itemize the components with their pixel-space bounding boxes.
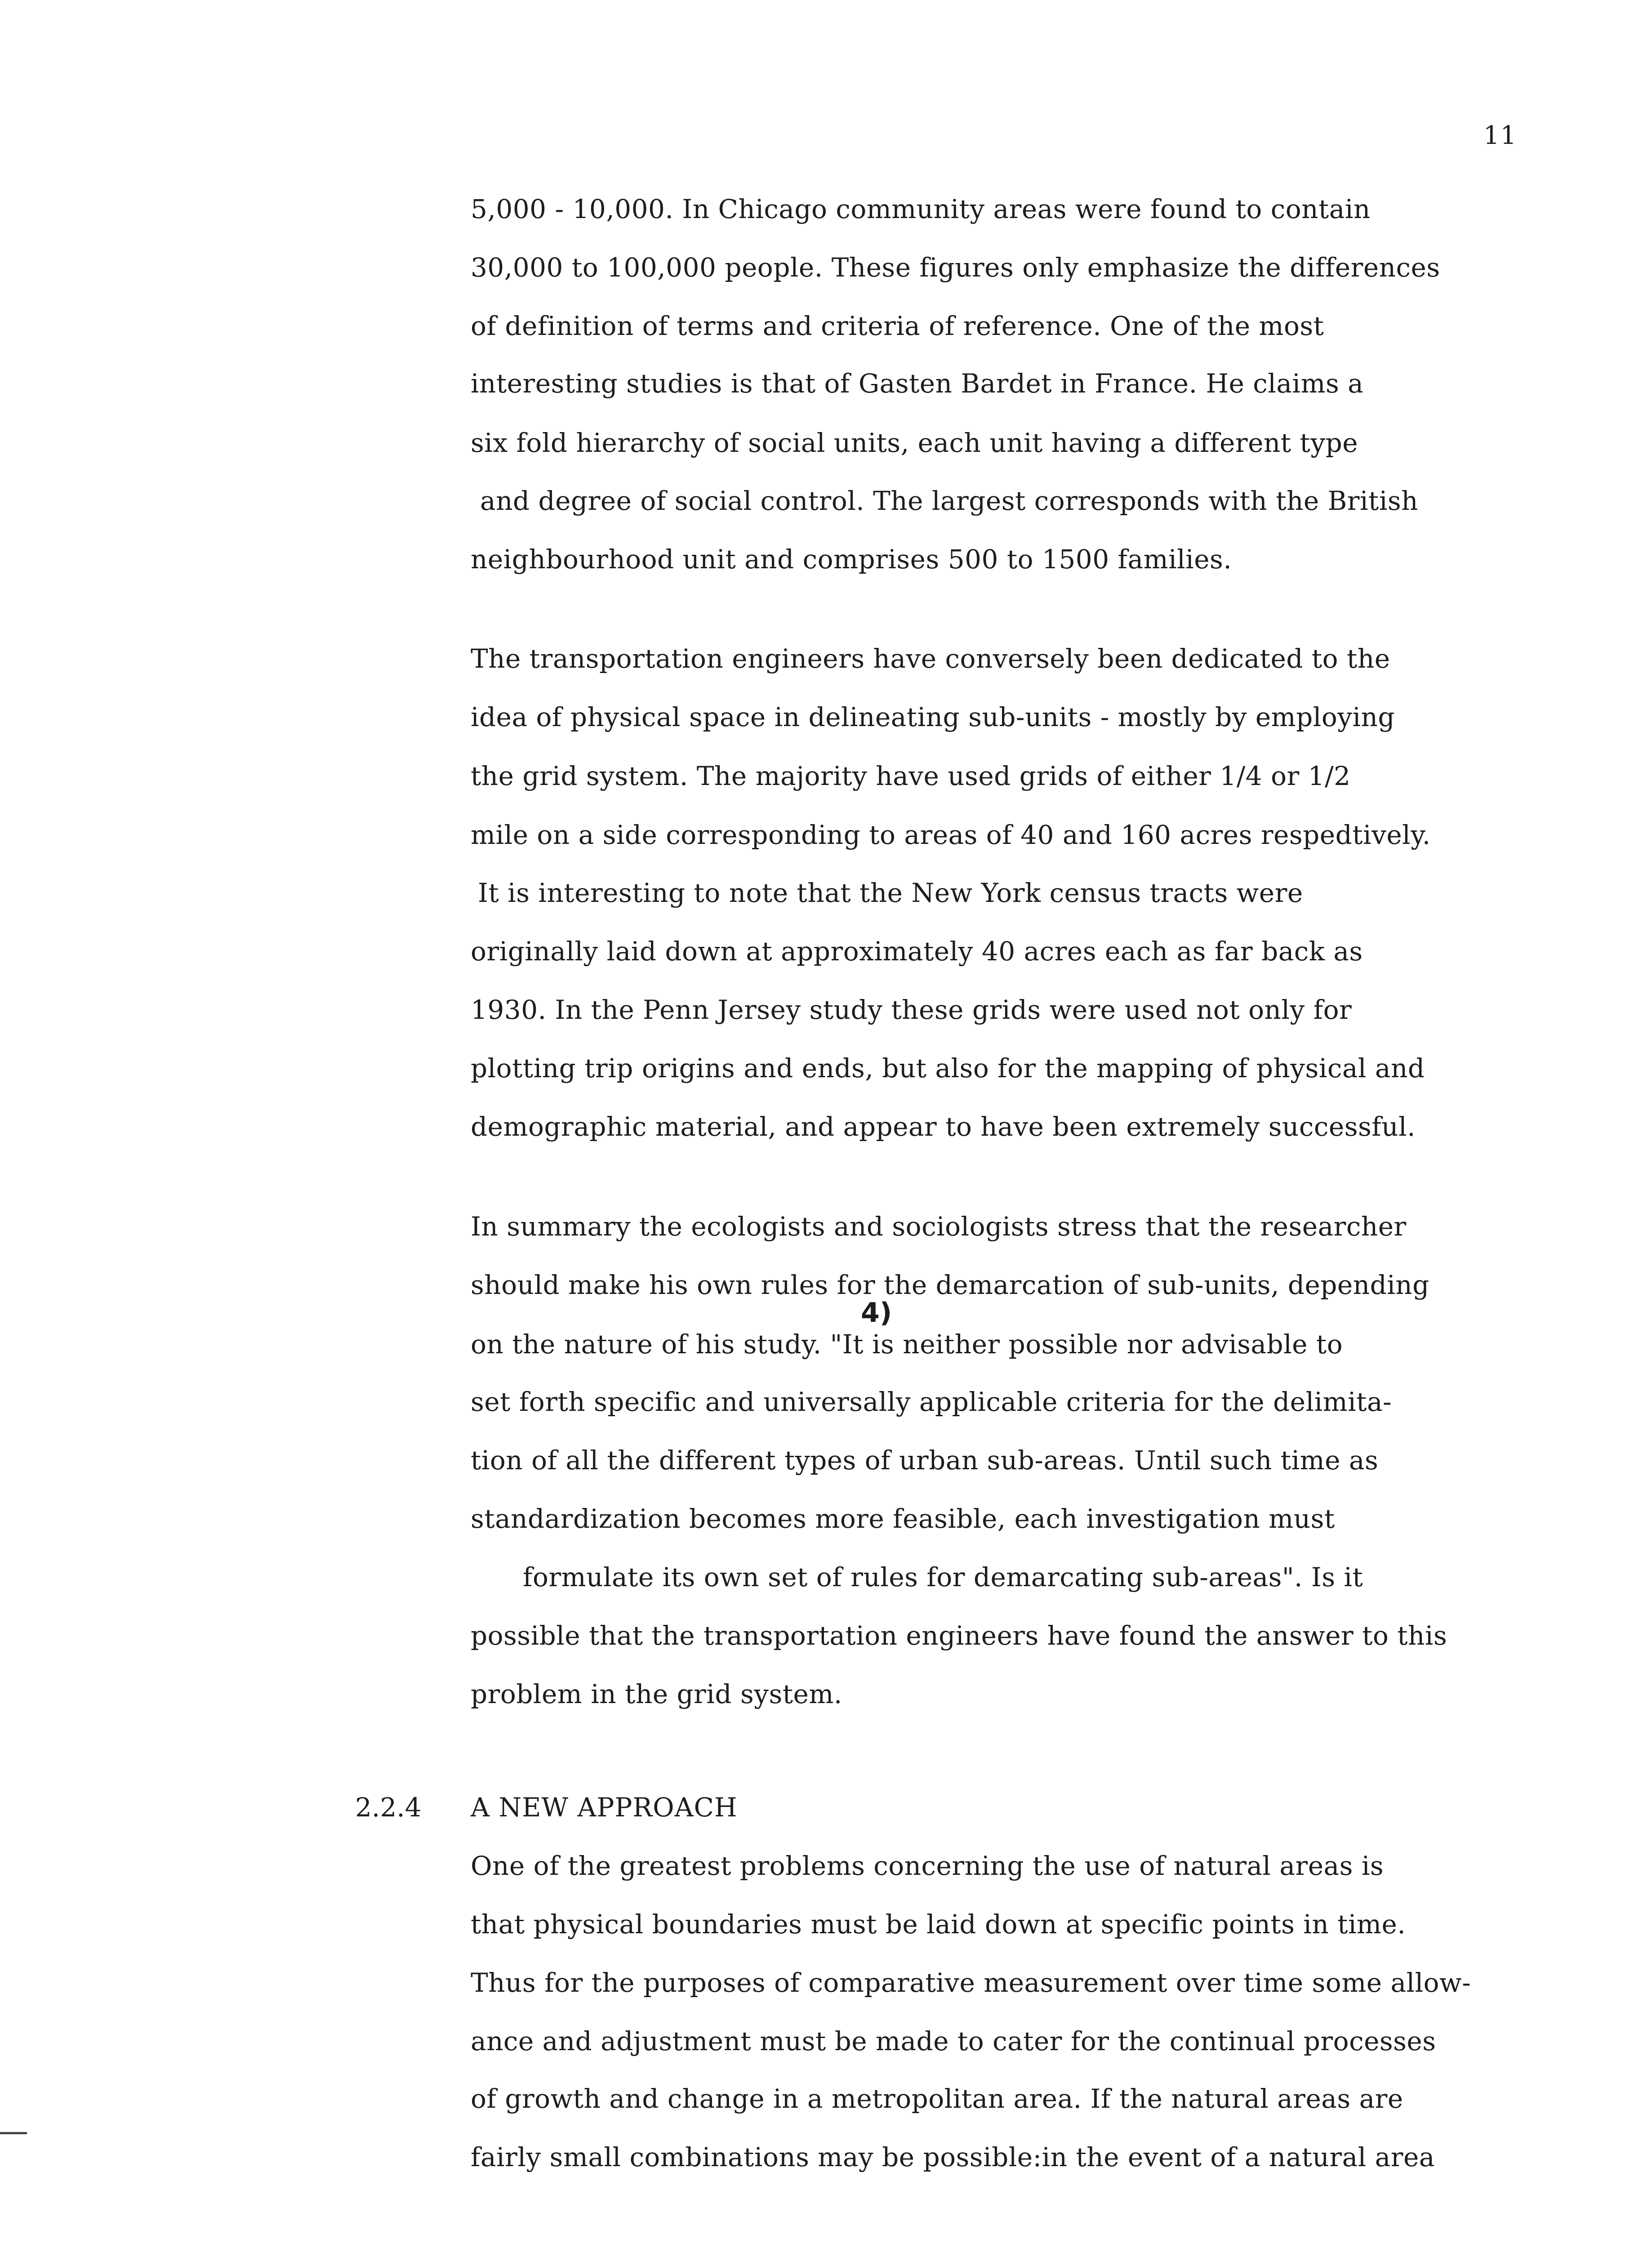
section-line-5: of growth and change in a metropolitan area. If the natural areas are bbox=[471, 2083, 1403, 2114]
section-line-3: Thus for the purposes of comparative measurement over time some allow- bbox=[471, 1967, 1471, 1998]
paragraph-1-line-1: 5,000 - 10,000. In Chicago community areas were found to contain bbox=[471, 194, 1371, 224]
margin-scan-mark bbox=[0, 2132, 27, 2134]
section-line-6: fairly small combinations may be possible:in the event of a natural area bbox=[471, 2142, 1435, 2172]
paragraph-3-line-1: In summary the ecologists and sociologists stress that the researcher bbox=[471, 1211, 1407, 1242]
paragraph-3-line-2: should make his own rules for the demarcation of sub-units, depending bbox=[471, 1270, 1429, 1300]
paragraph-1-line-7: neighbourhood unit and comprises 500 to 1500 families. bbox=[471, 544, 1232, 575]
paragraph-2-line-1: The transportation engineers have conversely been dedicated to the bbox=[471, 643, 1390, 674]
page-number: 11 bbox=[1483, 121, 1518, 150]
paragraph-1-line-4: interesting studies is that of Gasten Bardet in France. He claims a bbox=[471, 368, 1364, 399]
paragraph-1-line-6: and degree of social control. The largest corresponds with the British bbox=[480, 486, 1419, 516]
paragraph-1-line-5: six fold hierarchy of social units, each unit having a different type bbox=[471, 428, 1358, 458]
section-line-1: One of the greatest problems concerning the use of natural areas is bbox=[471, 1851, 1384, 1881]
paragraph-2-line-3: the grid system. The majority have used grids of either 1/4 or 1/2 bbox=[471, 761, 1351, 791]
paragraph-2-line-5: It is interesting to note that the New York census tracts were bbox=[478, 878, 1303, 908]
section-number: 2.2.4 bbox=[355, 1792, 422, 1823]
section-title: A NEW APPROACH bbox=[471, 1792, 738, 1823]
paragraph-1-line-3: of definition of terms and criteria of reference. One of the most bbox=[471, 311, 1324, 341]
paragraph-3-line-4: set forth specific and universally applicable criteria for the delimita- bbox=[471, 1387, 1392, 1417]
paragraph-3-line-7: formulate its own set of rules for demarcating sub-areas". Is it bbox=[523, 1562, 1363, 1592]
paragraph-3-line-9: problem in the grid system. bbox=[471, 1679, 842, 1709]
paragraph-1-line-2: 30,000 to 100,000 people. These figures only emphasize the differences bbox=[471, 252, 1440, 283]
paragraph-3-line-6: standardization becomes more feasible, each investigation must bbox=[471, 1503, 1335, 1534]
paragraph-3-line-3: on the nature of his study. "It is neither possible nor advisable to bbox=[471, 1329, 1343, 1360]
section-line-2: that physical boundaries must be laid down at specific points in time. bbox=[471, 1909, 1406, 1940]
paragraph-2-line-4: mile on a side corresponding to areas of 40 and 160 acres respedtively. bbox=[471, 820, 1431, 850]
paragraph-3-line-5: tion of all the different types of urban sub-areas. Until such time as bbox=[471, 1445, 1379, 1476]
paragraph-2-line-2: idea of physical space in delineating sub-units - mostly by employing bbox=[471, 702, 1395, 732]
section-line-4: ance and adjustment must be made to cater for the continual processes bbox=[471, 2026, 1436, 2056]
paragraph-2-line-9: demographic material, and appear to have been extremely successful. bbox=[471, 1111, 1416, 1142]
paragraph-2-line-8: plotting trip origins and ends, but also for the mapping of physical and bbox=[471, 1053, 1425, 1084]
paragraph-3-line-8: possible that the transportation engineers have found the answer to this bbox=[471, 1620, 1447, 1651]
footnote-marker: 4) bbox=[861, 1297, 892, 1329]
paragraph-2-line-7: 1930. In the Penn Jersey study these grids were used not only for bbox=[471, 995, 1352, 1025]
paragraph-2-line-6: originally laid down at approximately 40 acres each as far back as bbox=[471, 936, 1363, 967]
